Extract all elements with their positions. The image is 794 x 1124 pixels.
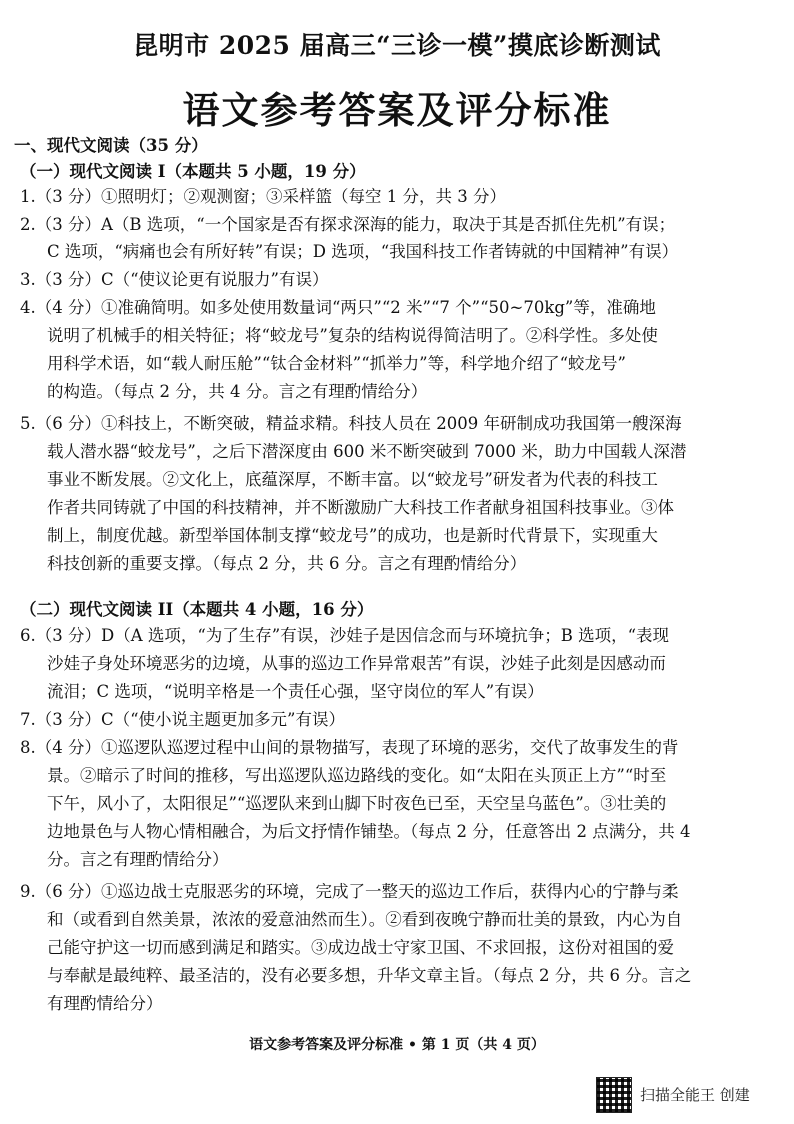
answer-line: 说明了机械手的相关特征；将“蛟龙号”复杂的结构说得简洁明了。②科学性。多处使 (47, 326, 658, 345)
answer-line: 与奉献是最纯粹、最圣洁的，没有必要多想，升华文章主旨。（每点 2 分，共 6 分。言之 (47, 966, 692, 985)
answer-line: 的构造。（每点 2 分，共 4 分。言之有理酌情给分） (47, 382, 428, 401)
answer-line: 5.（6 分）①科技上，不断突破，精益求精。科技人员在 2009 年研制成功我国第一艘深海 (20, 414, 682, 433)
answer-line: 4.（4 分）①准确简明。如多处使用数量词“两只”“2 米”“7 个”“50~70kg”等，准确地 (20, 298, 656, 317)
document-subtitle: 语文参考答案及评分标准 (182, 88, 612, 132)
answer-line: 有理酌情给分） (47, 994, 163, 1013)
answer-line: 载人潜水器“蛟龙号”，之后下潜深度由 600 米不断突破到 7000 米，助力中国载人深潜 (47, 442, 687, 461)
section-heading: （二）现代文阅读 II（本题共 4 小题，16 分） (20, 600, 374, 619)
section-heading: （一）现代文阅读 I（本题共 5 小题，19 分） (20, 162, 366, 181)
answer-line: 下午，风小了，太阳很足”“巡逻队来到山脚下时夜色已至，天空呈乌蓝色”。③壮美的 (47, 794, 667, 813)
section-heading: 一、现代文阅读（35 分） (14, 136, 208, 155)
answer-line: 科技创新的重要支撑。（每点 2 分，共 6 分。言之有理酌情给分） (47, 554, 527, 573)
answer-line: C 选项，“病痛也会有所好转”有误；D 选项，“我国科技工作者铸就的中国精神”有误） (47, 242, 679, 261)
answer-line: 制上，制度优越。新型举国体制支撑“蛟龙号”的成功，也是新时代背景下，实现重大 (47, 526, 658, 545)
answer-line: 和（或看到自然美景，浓浓的爱意油然而生）。②看到夜晚宁静而壮美的景致，内心为自 (47, 910, 683, 929)
answer-line: 流泪；C 选项，“说明辛格是一个责任心强，坚守岗位的军人”有误） (47, 682, 544, 701)
page-footer: 语文参考答案及评分标准 • 第 1 页（共 4 页） (249, 1037, 545, 1053)
answer-line: 事业不断发展。②文化上，底蕴深厚，不断丰富。以“蛟龙号”研发者为代表的科技工 (47, 470, 658, 489)
answer-line: 边地景色与人物心情相融合，为后文抒情作铺垫。（每点 2 分，任意答出 2 点满分，共 4 (47, 822, 691, 841)
answer-line: 景。②暗示了时间的推移，写出巡逻队巡边路线的变化。如“太阳在头顶正上方”“时至 (47, 766, 667, 785)
answer-line: 7.（3 分）C（“使小说主题更加多元”有误） (20, 710, 345, 729)
answer-line: 6.（3 分）D（A 选项，“为了生存”有误，沙娃子是因信念而与环境抗争；B 选项，“表现 (20, 626, 670, 645)
answer-line: 3.（3 分）C（“使议论更有说服力”有误） (20, 270, 329, 289)
answer-line: 用科学术语，如“载人耐压舱”“钛合金材料”“抓举力”等，科学地介绍了“蛟龙号” (47, 354, 626, 373)
answer-line: 沙娃子身处环境恶劣的边境，从事的巡边工作异常艰苦”有误，沙娃子此刻是因感动而 (47, 654, 666, 673)
answer-line: 分。言之有理酌情给分） (47, 850, 229, 869)
scanner-watermark: 扫描全能王 创建 (640, 1086, 750, 1104)
answer-line: 8.（4 分）①巡逻队巡逻过程中山间的景物描写，表现了环境的恶劣，交代了故事发生的背 (20, 738, 679, 757)
answer-line: 2.（3 分）A（B 选项，“一个国家是否有探求深海的能力，取决于其是否抓住先机”有误； (20, 215, 676, 234)
answer-line: 9.（6 分）①巡边战士克服恶劣的环境，完成了一整天的巡边工作后，获得内心的宁静与柔 (20, 882, 679, 901)
answer-line: 己能守护这一切而感到满足和踏实。③成边战士守家卫国、不求回报，这份对祖国的爱 (47, 938, 674, 957)
answer-line: 1.（3 分）①照明灯；②观测窗；③采样篮（每空 1 分，共 3 分） (20, 187, 506, 206)
qr-code-icon (596, 1077, 632, 1113)
answer-line: 作者共同铸就了中国的科技精神，并不断激励广大科技工作者献身祖国科技事业。③体 (47, 498, 674, 517)
exam-title: 昆明市 2025 届高三“三诊一模”摸底诊断测试 (133, 31, 661, 60)
